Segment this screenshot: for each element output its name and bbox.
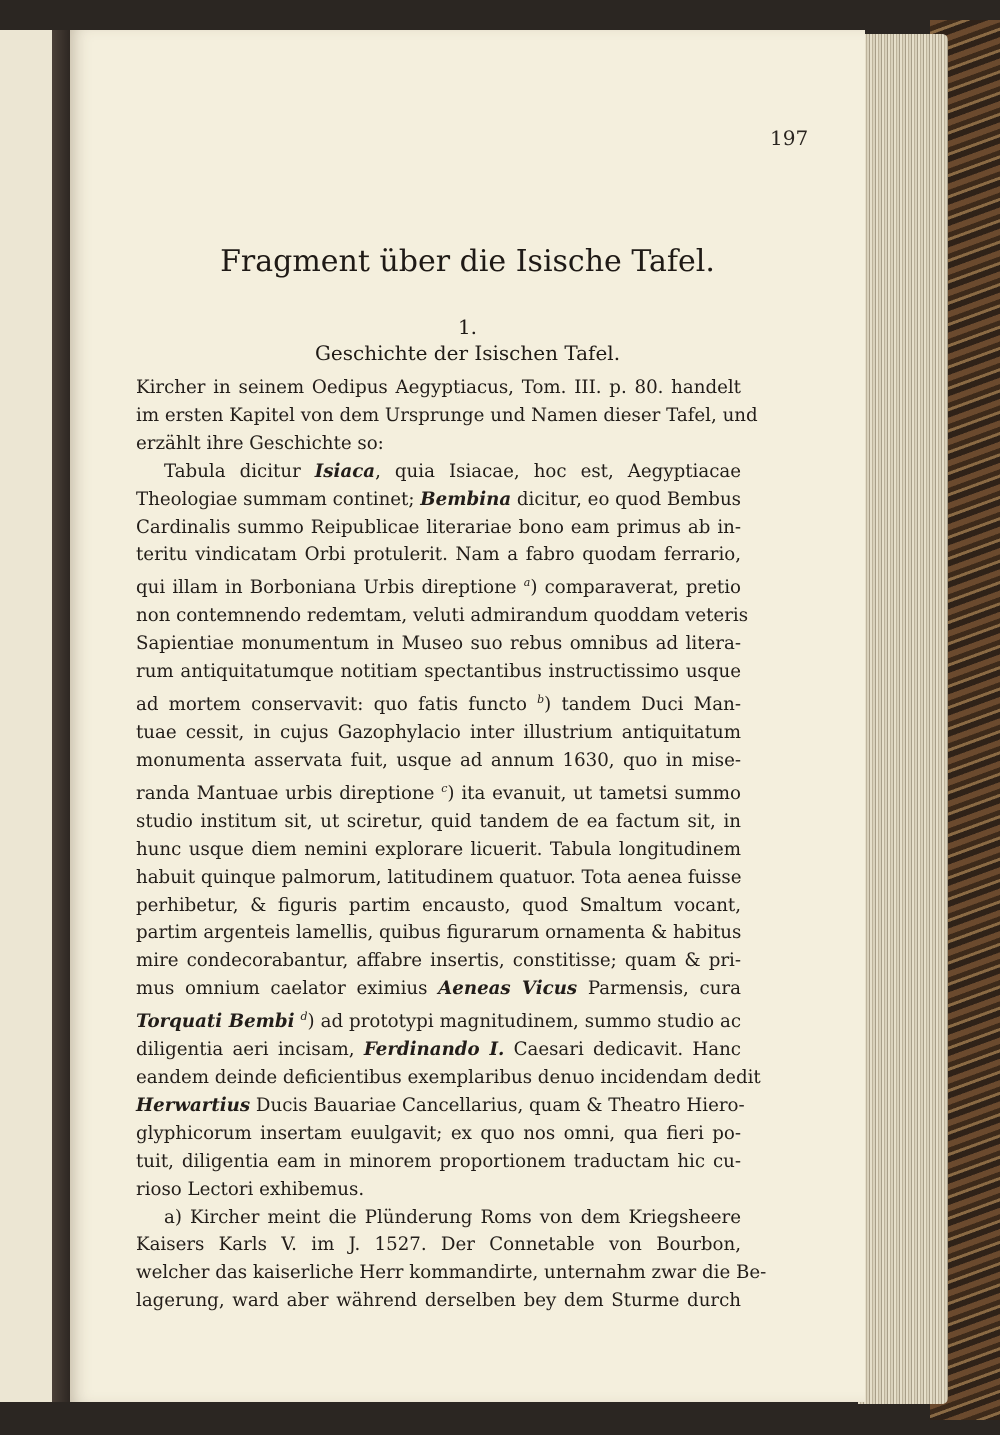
footnote-line — [136, 1231, 741, 1259]
text-line — [136, 808, 741, 836]
text-line — [136, 892, 741, 920]
text-line — [136, 602, 749, 630]
text-segment: , quia Isiacae, hoc est, Aegyptiacae — [375, 460, 741, 482]
text-segment: tuae cessit, in cujus Gazophylacio inter illustrium antiquitatum — [136, 722, 741, 743]
text-segment: non contemnendo redemtam, veluti admirandum quoddam veteris — [136, 605, 749, 627]
text-line — [136, 919, 741, 947]
emphasis-text: Bembina — [420, 488, 512, 510]
text-line — [136, 630, 741, 658]
text-line — [136, 1092, 745, 1120]
left-page-edge — [0, 30, 54, 1402]
emphasis-text: Isiaca — [314, 460, 376, 482]
text-segment: diligentia aeri incisam, — [136, 1039, 364, 1061]
footnote-line — [136, 1259, 767, 1287]
text-segment: eandem deinde deficientibus exemplaribus denuo incidendam dedit — [136, 1067, 761, 1088]
footnote-line — [136, 1204, 741, 1232]
text-segment: qui illam in Borboniana Urbis direptione — [136, 577, 524, 599]
footnote-marker: d — [300, 1010, 308, 1024]
footnote-marker: b — [537, 693, 545, 707]
text-line — [136, 541, 741, 569]
text-line — [136, 686, 741, 719]
text-segment: perhibetur, & figuris partim encausto, quod Smaltum vocant, — [136, 894, 741, 916]
body-text — [136, 374, 767, 1315]
emphasis-text: Herwartius — [136, 1094, 251, 1116]
text-line — [136, 1176, 741, 1204]
text-line — [136, 402, 758, 430]
footnote-marker: a — [523, 576, 531, 590]
text-segment: teritu vindicatam Orbi protulerit. Nam a fabro quodam ferrario, — [136, 544, 741, 566]
text-line — [136, 1148, 741, 1176]
footnote-line — [136, 1287, 741, 1315]
text-segment: ad mortem conservavit: quo fatis functo — [136, 694, 538, 716]
emphasis-text: Ferdinando I. — [363, 1039, 505, 1061]
text-segment: ) tandem Duci Man- — [544, 694, 741, 716]
text-line — [136, 747, 741, 775]
section-title: Geschichte der Isischen Tafel. — [314, 341, 621, 365]
book-gutter — [52, 30, 72, 1402]
text-segment: randa Mantuae urbis direptione — [136, 782, 442, 804]
text-segment: monumenta asservata fuit, usque ad annum 1630, quo in mise- — [136, 749, 741, 771]
text-line — [136, 947, 741, 975]
text-line — [136, 864, 741, 892]
text-segment: habuit quinque palmorum, latitudinem quatuor. Tota aenea fuisse — [136, 866, 742, 888]
text-segment: Ducis Bauariae Cancellarius, quam & Theatro Hiero- — [250, 1094, 745, 1116]
text-segment: rioso Lectori exhibemus. — [136, 1178, 365, 1200]
text-segment: a) Kircher meint die Plünderung Roms von dem Kriegsheere — [164, 1206, 741, 1228]
text-segment: hunc usque diem nemini explorare licuerit. Tabula longitudinem — [136, 838, 741, 860]
text-segment: welcher das kaiserliche Herr kommandirte, unternahm zwar die Be- — [136, 1262, 767, 1284]
chapter-title: Fragment über die Isische Tafel. — [220, 244, 715, 279]
text-segment: rum antiquitatumque notitiam spectantibus instructissimo usque — [136, 661, 741, 683]
text-line — [136, 1003, 741, 1036]
text-line — [136, 658, 741, 686]
text-segment: studio institum sit, ut sciretur, quid tandem de ea factum sit, in — [136, 810, 741, 832]
text-segment: erzählt ihre Geschichte so: — [136, 432, 384, 454]
text-segment: Kircher in seinem Oedipus Aegyptiacus, Tom. III. p. 80. handelt — [136, 377, 741, 398]
page-edges — [858, 34, 948, 1404]
text-line — [136, 430, 741, 458]
text-segment: tuit, diligentia eam in minorem proportionem traductam hic cu- — [136, 1150, 741, 1172]
text-segment: mus omnium caelator eximius — [136, 978, 439, 1000]
text-line — [136, 719, 741, 747]
page-number: 197 — [770, 126, 809, 150]
text-line — [136, 775, 741, 808]
text-segment: im ersten Kapitel von dem Ursprunge und Namen dieser Tafel, und — [136, 404, 758, 426]
text-segment: mire condecorabantur, affabre insertis, constitisse; quam & pri- — [136, 950, 741, 972]
text-line — [136, 1064, 761, 1092]
text-segment: dicitur, eo quod Bembus — [511, 488, 741, 510]
text-segment: Parmensis, cura — [577, 978, 741, 1000]
text-line — [136, 458, 741, 486]
text-segment: partim argenteis lamellis, quibus figurarum ornamenta & habitus — [136, 922, 742, 944]
text-segment: Kaisers Karls V. im J. 1527. Der Connetable von Bourbon, — [136, 1234, 741, 1256]
text-line — [136, 975, 741, 1003]
text-line — [136, 374, 741, 402]
text-segment: ) ita evanuit, ut tametsi summo — [447, 782, 741, 804]
text-segment: Cardinalis summo Reipublicae literariae bono eam primus ab in- — [136, 516, 741, 538]
book-page — [70, 30, 865, 1402]
text-segment: lagerung, ward aber während derselben bey dem Sturme durch — [136, 1290, 741, 1312]
text-line — [136, 514, 741, 542]
text-segment: Sapientiae monumentum in Museo suo rebus omnibus ad litera- — [136, 633, 741, 655]
text-segment: Tabula dicitur — [164, 460, 315, 482]
text-segment: ) comparaverat, pretio — [530, 577, 742, 599]
text-line — [136, 486, 741, 514]
text-line — [136, 836, 741, 864]
text-line — [136, 1036, 741, 1064]
text-segment: ) ad prototypi magnitudinem, summo studio ac — [307, 1011, 742, 1033]
emphasis-text: Torquati Bembi — [136, 1011, 295, 1033]
text-line — [136, 569, 741, 602]
text-segment: Theologiae summam continet; — [136, 488, 421, 510]
emphasis-text: Aeneas Vicus — [438, 978, 578, 1000]
text-line — [136, 1120, 741, 1148]
footnote-marker: c — [441, 781, 448, 795]
section-number: 1. — [457, 315, 478, 339]
text-segment: glyphicorum insertam euulgavit; ex quo nos omni, qua fieri po- — [136, 1122, 741, 1144]
text-segment: Caesari dedicavit. Hanc — [504, 1039, 741, 1061]
